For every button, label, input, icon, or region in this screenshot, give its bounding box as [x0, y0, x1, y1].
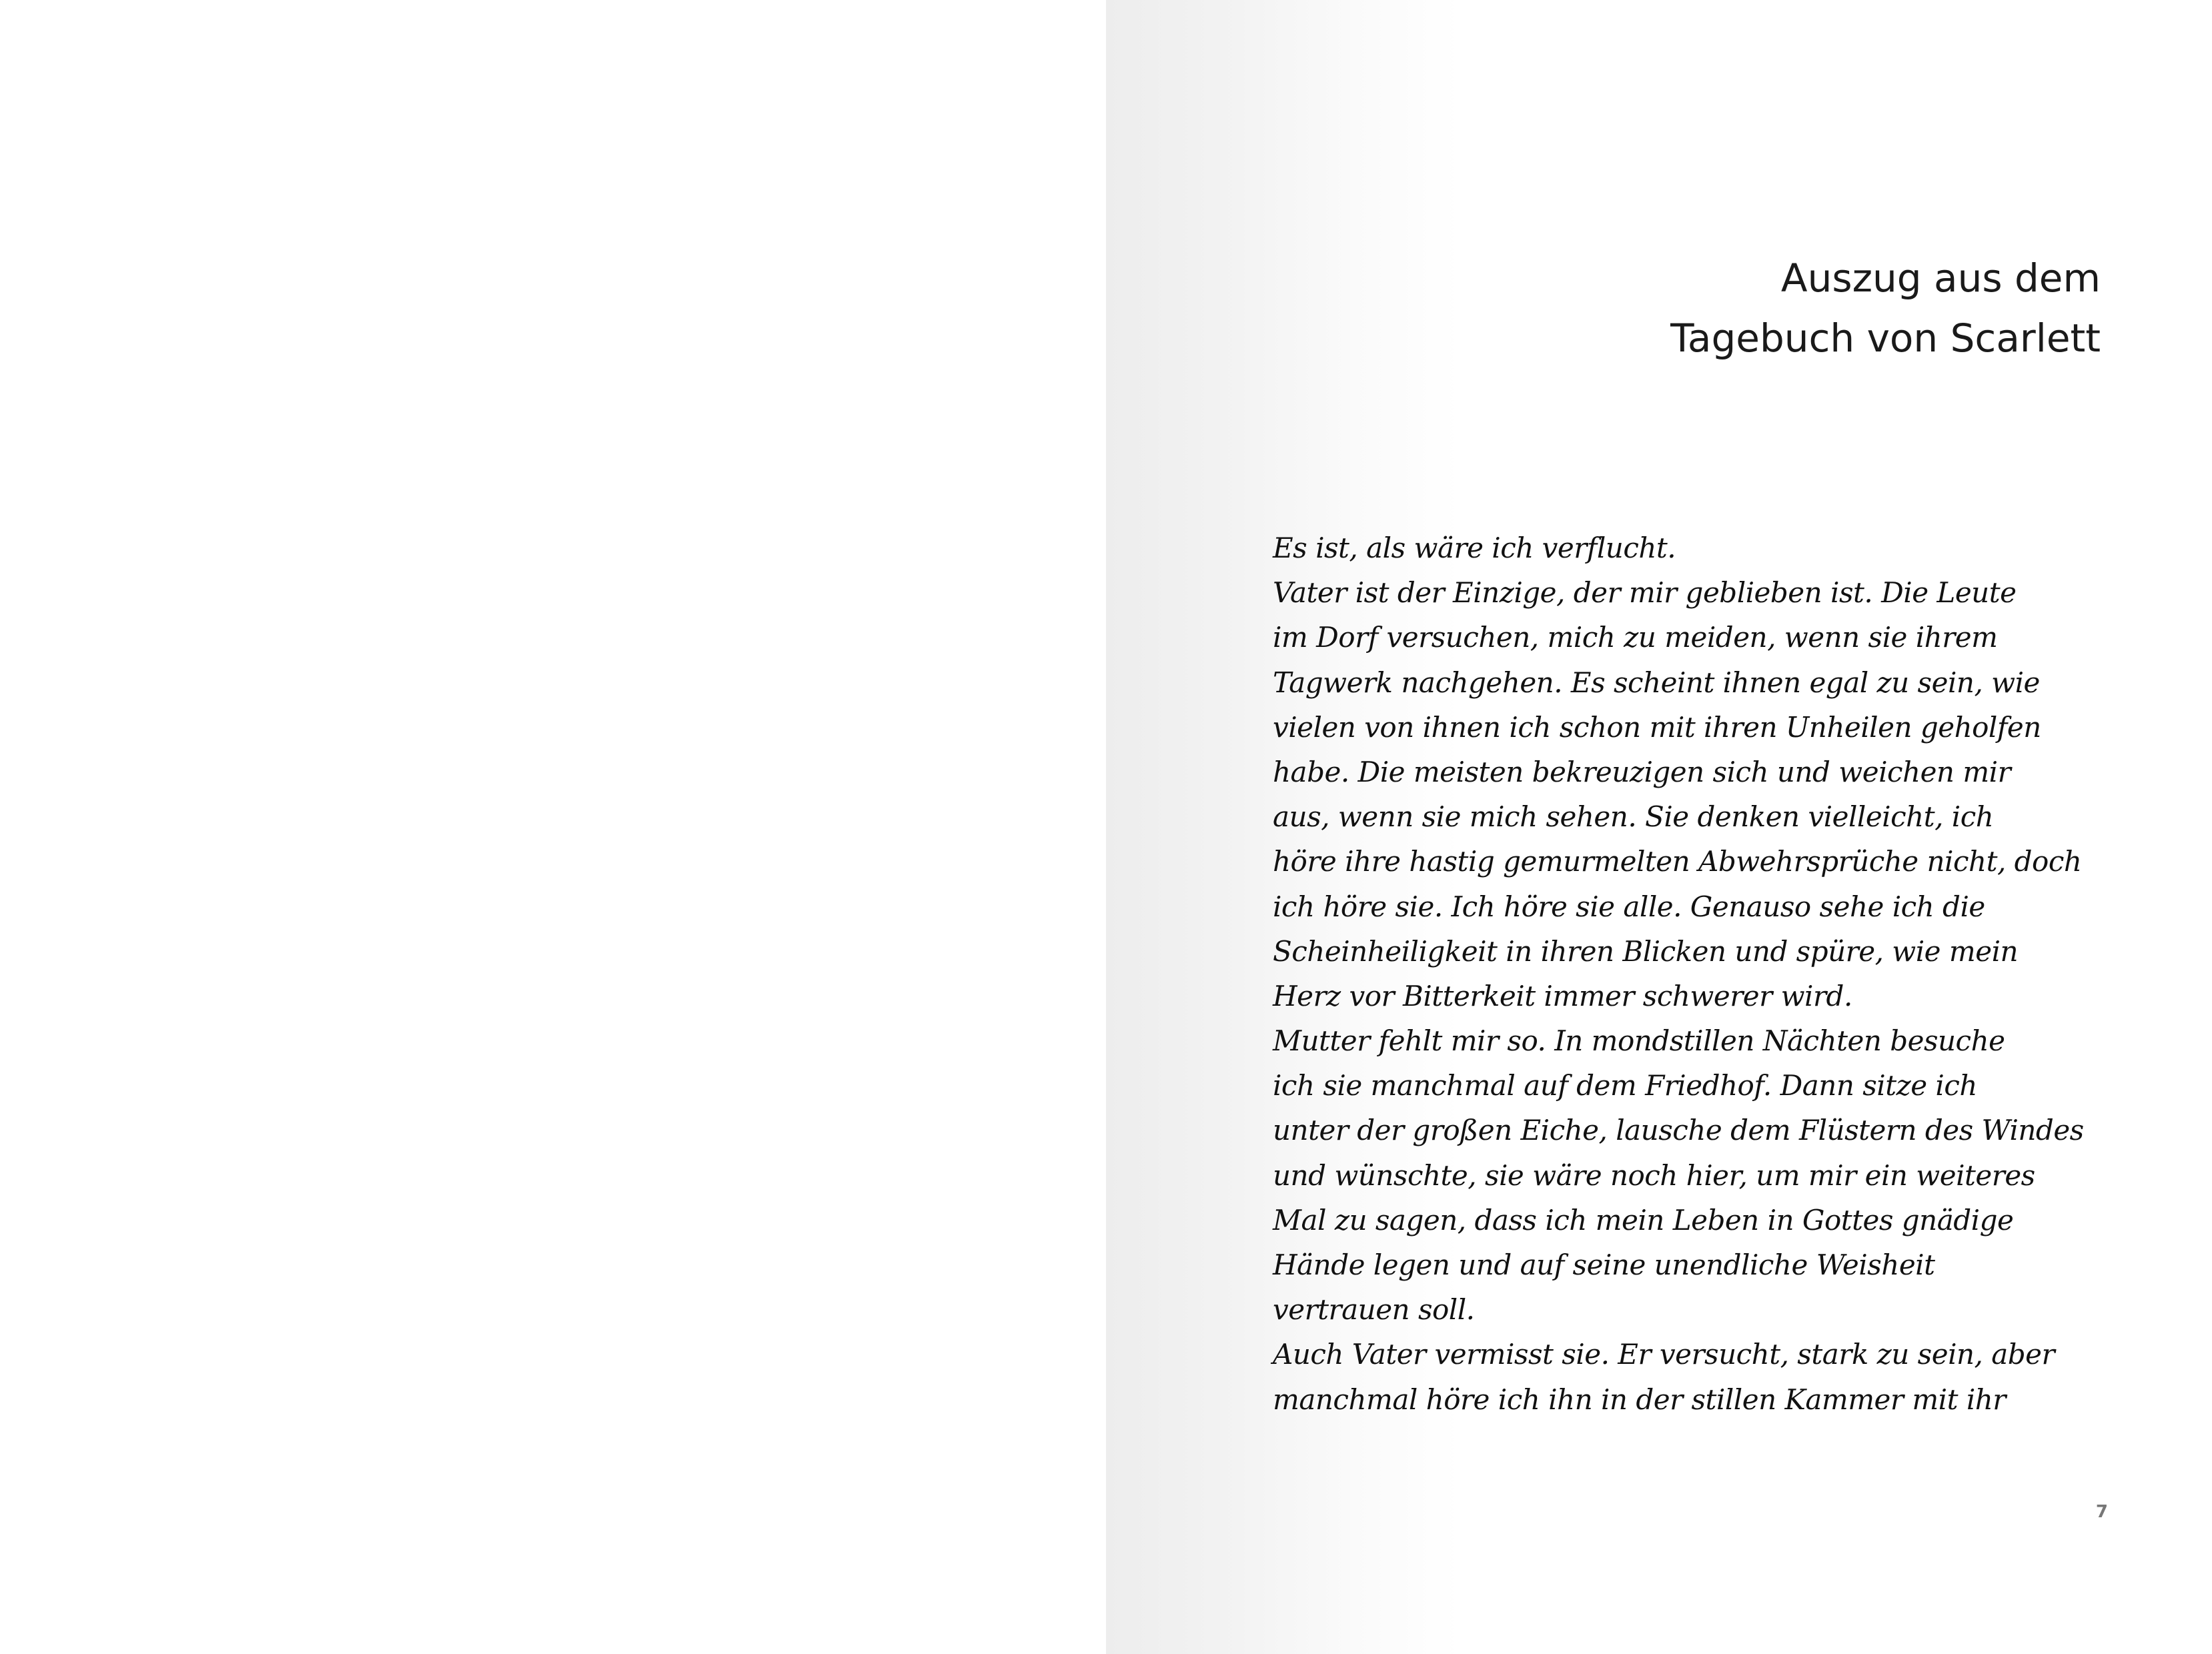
right-page: [1106, 0, 2212, 1654]
page-number: 7: [2095, 1502, 2108, 1522]
diary-line: ich höre sie. Ich höre sie alle. Genauso sehe ich die: [1273, 890, 1985, 923]
diary-line: höre ihre hastig gemurmelten Abwehrsprüche nicht, doch: [1273, 845, 2082, 878]
diary-line: Scheinheiligkeit in ihren Blicken und spüre, wie mein: [1273, 934, 2019, 968]
diary-line: Herz vor Bitterkeit immer schwerer wird.: [1273, 979, 1852, 1012]
chapter-title-line-2: Tagebuch von Scarlett: [1670, 315, 2101, 361]
diary-line: aus, wenn sie mich sehen. Sie denken vielleicht, ich: [1273, 800, 1994, 834]
diary-line: Mutter fehlt mir so. In mondstillen Nächten besuche: [1273, 1024, 2005, 1058]
diary-line: vertrauen soll.: [1273, 1293, 1475, 1327]
diary-line: habe. Die meisten bekreuzigen sich und weichen mir: [1273, 755, 2011, 788]
diary-entry: [1273, 526, 2084, 1422]
diary-line: Es ist, als wäre ich verflucht.: [1273, 532, 1676, 564]
diary-line: im Dorf versuchen, mich zu meiden, wenn sie ihrem: [1273, 621, 1998, 654]
diary-line: manchmal höre ich ihn in der stillen Kammer mit ihr: [1273, 1383, 2006, 1416]
diary-line: Mal zu sagen, dass ich mein Leben in Gottes gnädige: [1273, 1203, 2014, 1236]
chapter-title: [1500, 248, 2101, 368]
diary-line: Tagwerk nachgehen. Es scheint ihnen egal zu sein, wie: [1273, 666, 2040, 699]
diary-line: Vater ist der Einzige, der mir geblieben ist. Die Leute: [1273, 576, 2017, 610]
diary-line: Hände legen und auf seine unendliche Weisheit: [1273, 1249, 1935, 1281]
diary-line: und wünschte, sie wäre noch hier, um mir ein weiteres: [1273, 1158, 2035, 1192]
diary-line: Auch Vater vermisst sie. Er versucht, stark zu sein, aber: [1273, 1338, 2055, 1371]
chapter-title-line-1: Auszug aus dem: [1780, 255, 2101, 301]
diary-line: ich sie manchmal auf dem Friedhof. Dann sitze ich: [1273, 1069, 1977, 1102]
diary-line: vielen von ihnen ich schon mit ihren Unheilen geholfen: [1273, 710, 2041, 744]
diary-line: unter der großen Eiche, lausche dem Flüstern des Windes: [1273, 1114, 2084, 1147]
